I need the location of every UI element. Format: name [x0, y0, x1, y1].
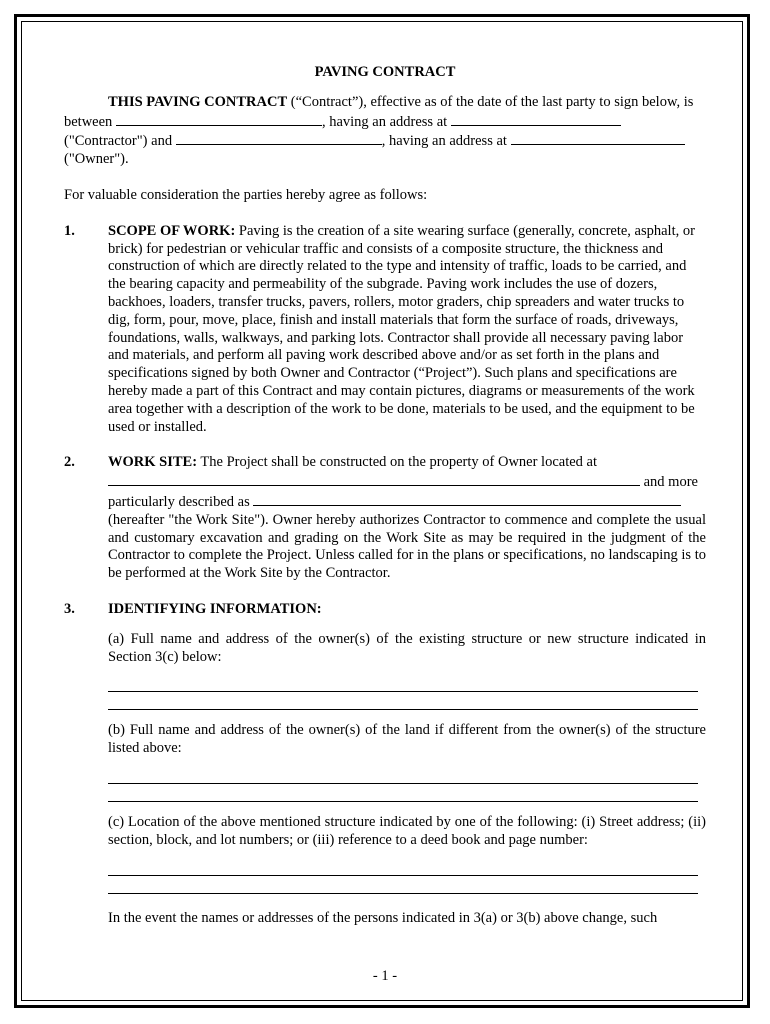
document-page	[64, 64, 706, 945]
work-site-location-blank[interactable]	[108, 472, 640, 486]
section-number: 3.	[64, 600, 75, 617]
contractor-address-blank[interactable]	[451, 112, 621, 126]
section-identifying-information	[64, 601, 706, 927]
owner-structure-line-1[interactable]	[108, 674, 698, 692]
section-heading: WORK SITE:	[108, 454, 198, 471]
intro-paragraph: THIS PAVING CONTRACT (“Contract”), effective as of the date of the last party to sign below, is between , having an address at ("Contractor") and , having an address at ("Owner").	[64, 93, 694, 168]
item-c-text: (c) Location of the above mentioned structure indicated by one of the following: (i) Street address; (ii) section, block, and lot numbers; or (iii) reference to a deed book and page number:	[108, 813, 706, 848]
section-number: 2.	[64, 454, 75, 471]
owner-address-blank[interactable]	[511, 131, 685, 145]
owner-land-line-2[interactable]	[108, 784, 698, 802]
section-scope-of-work	[64, 223, 706, 437]
section-number: 1.	[64, 222, 75, 239]
event-text: In the event the names or addresses of the persons indicated in 3(a) or 3(b) above change, such	[108, 909, 658, 926]
section-text: (hereafter "the Work Site"). Owner hereby authorizes Contractor to commence and complete the usual and customary excavation and grading on the Work Site as may be required in the judgment of the Contractor to complete the Project. Unless called for in the plans or specifications, no landscaping is to be performed at the Work Site by the Contractor.	[108, 511, 706, 582]
section-text: Paving is the creation of a site wearing surface (generally, concrete, asphalt, or brick) for pedestrian or vehicular traffic and consists of a composite structure, the thickness and construction of which are directly related to the type and intensity of traffic, loads to be carried, and the bearing capacity and permeability of the subgrade. Paving work includes the use of dozers, backhoes, loaders, transfer trucks, pavers, rollers, motor graders, chip spreaders and water trucks to dig, form, pour, move, place, finish and install materials that form the surface of roads, driveways, foundations, walls, walkways, and parking lots. Contractor shall provide all necessary paving labor and materials, and perform all paving work described above and/or as set forth in the plans and specifications signed by both Owner and Contractor (“Project”). Such plans and specifications are hereby made a part of this Contract and may contain pictures, diagrams or measurements of the work area together with a description of the work to be done, materials to be used, and the equipment to be used or installed.	[108, 222, 695, 435]
structure-location-line-1[interactable]	[108, 858, 698, 876]
section-work-site: 2. WORK SITE: The Project shall be constructed on the property of Owner located at and more particularly described as (hereafter "the Work Site"). Owner hereby authorizes Contractor to commence and complete the usual and customary excavation and grading on the Work Site as may be required in the judgment of the Contractor to complete the Project. Unless called for in the plans or specifications, no landscaping is to be performed at the Work Site by the Contractor.	[64, 454, 706, 582]
document-title: PAVING CONTRACT	[314, 64, 456, 80]
section-heading: IDENTIFYING INFORMATION:	[108, 600, 322, 617]
owner-structure-line-2[interactable]	[108, 692, 698, 710]
consideration-paragraph: For valuable consideration the parties hereby agree as follows:	[64, 186, 428, 203]
owner-name-blank[interactable]	[176, 131, 382, 145]
structure-location-line-2[interactable]	[108, 876, 698, 894]
page-number: - 1 -	[372, 968, 398, 984]
section-heading: SCOPE OF WORK:	[108, 222, 236, 239]
item-a-text: (a) Full name and address of the owner(s) of the existing structure or new structure indicated in Section 3(c) below:	[108, 630, 706, 665]
contractor-name-blank[interactable]	[116, 112, 322, 126]
intro-lead: THIS PAVING CONTRACT	[108, 93, 288, 110]
item-b-text: (b) Full name and address of the owner(s) of the land if different from the owner(s) of the structure listed above:	[108, 722, 706, 757]
owner-land-line-1[interactable]	[108, 766, 698, 784]
work-site-description-blank[interactable]	[253, 492, 681, 506]
